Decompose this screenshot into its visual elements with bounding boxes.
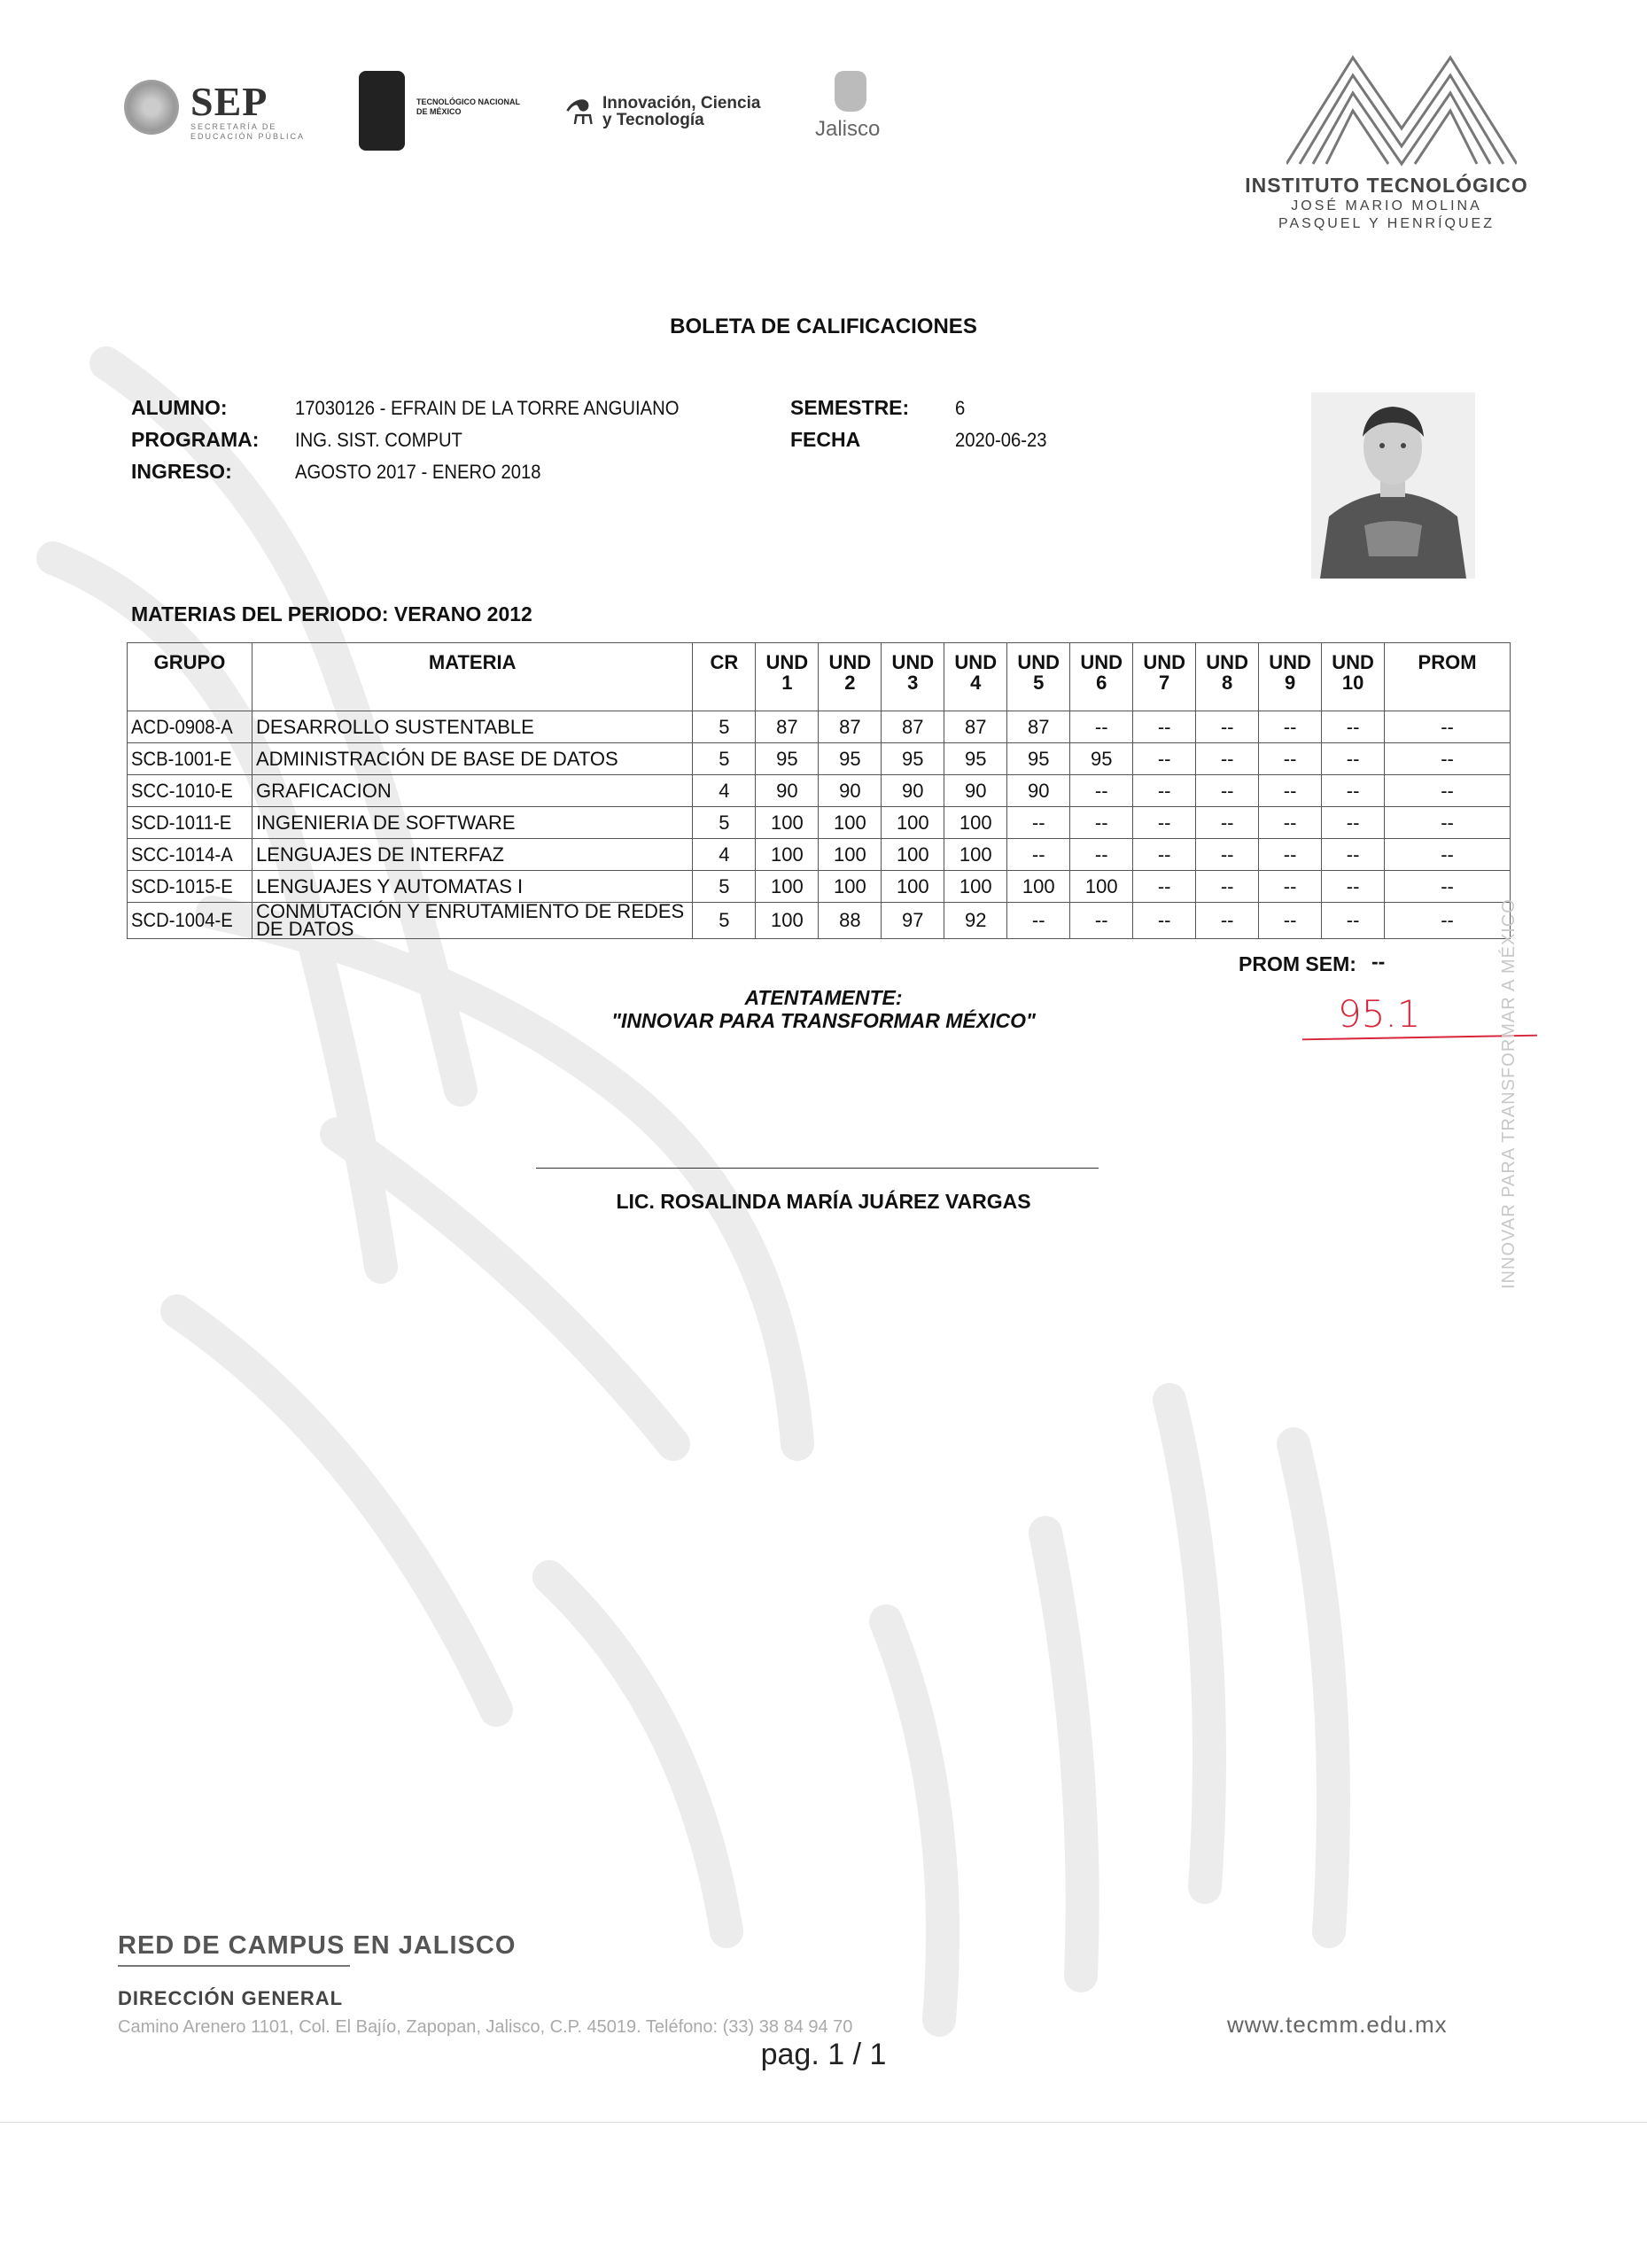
cell-und-1: 100	[756, 807, 819, 839]
closing-line2: "INNOVAR PARA TRANSFORMAR MÉXICO"	[611, 1009, 1036, 1032]
institute-name-line2: JOSÉ MARIO MOLINA	[1291, 198, 1482, 214]
signature-line	[536, 1168, 1099, 1169]
institute-name-line1: INSTITUTO TECNOLÓGICO	[1245, 174, 1528, 197]
document-title: BOLETA DE CALIFICACIONES	[670, 315, 977, 338]
cell-grupo: SCC-1010-E	[128, 775, 252, 807]
cell-und-6: --	[1070, 839, 1133, 871]
footer-red-campus: RED DE CAMPUS EN JALISCO	[118, 1931, 517, 1960]
cell-cr: 5	[693, 807, 756, 839]
footer-divider	[118, 1965, 350, 1967]
programa-value: ING. SIST. COMPUT	[295, 429, 462, 451]
cell-und-7: --	[1133, 903, 1196, 939]
cell-und-10: --	[1322, 839, 1385, 871]
cell-und-3: 90	[882, 775, 944, 807]
cell-grupo: SCD-1004-E	[128, 903, 252, 939]
cell-und-3: 100	[882, 839, 944, 871]
cell-prom: --	[1385, 807, 1511, 839]
icyt-line1: Innovación, Ciencia	[602, 94, 761, 113]
cell-und-7: --	[1133, 807, 1196, 839]
cell-und-6: 100	[1070, 871, 1133, 903]
cell-und-3: 100	[882, 871, 944, 903]
student-photo	[1311, 392, 1475, 579]
header-cr: CR	[693, 643, 756, 711]
cell-cr: 4	[693, 775, 756, 807]
header-und-7: UND 7	[1133, 643, 1196, 711]
closing-line1: ATENTAMENTE:	[744, 986, 903, 1009]
cell-und-4: 92	[944, 903, 1007, 939]
cell-und-9: --	[1259, 871, 1322, 903]
cell-und-5: 100	[1007, 871, 1070, 903]
table-row	[128, 775, 1511, 807]
cell-cr: 5	[693, 743, 756, 775]
icyt-line2: y Tecnología	[602, 111, 704, 129]
cell-und-2: 100	[819, 807, 882, 839]
cell-und-5: --	[1007, 807, 1070, 839]
header-materia: MATERIA	[252, 643, 692, 711]
header-und-5: UND 5	[1007, 643, 1070, 711]
cell-und-6: 95	[1070, 743, 1133, 775]
vertical-slogan: INNOVAR PARA TRANSFORMAR A MÉXICO	[1499, 898, 1519, 1289]
cell-und-8: --	[1196, 903, 1259, 939]
cell-und-7: --	[1133, 871, 1196, 903]
prom-sem-value: --	[1371, 950, 1386, 973]
cell-und-9: --	[1259, 775, 1322, 807]
cell-materia: DESARROLLO SUSTENTABLE	[252, 711, 692, 743]
cell-grupo: SCD-1011-E	[128, 807, 252, 839]
cell-und-4: 100	[944, 871, 1007, 903]
page-edge	[0, 2122, 1647, 2123]
cell-und-2: 100	[819, 839, 882, 871]
jalisco-logo-text: Jalisco	[815, 117, 881, 141]
cell-materia: LENGUAJES Y AUTOMATAS I	[252, 871, 692, 903]
semestre-label: SEMESTRE:	[790, 396, 910, 419]
cell-und-9: --	[1259, 711, 1322, 743]
footer-direccion: DIRECCIÓN GENERAL	[118, 1987, 344, 2009]
cell-und-4: 90	[944, 775, 1007, 807]
header-prom: PROM	[1385, 643, 1511, 711]
header-und-8: UND 8	[1196, 643, 1259, 711]
cell-und-1: 90	[756, 775, 819, 807]
fecha-value: 2020-06-23	[955, 429, 1047, 451]
table-header-row	[128, 643, 1511, 711]
cell-und-7: --	[1133, 711, 1196, 743]
cell-materia: ADMINISTRACIÓN DE BASE DE DATOS	[252, 743, 692, 775]
cell-und-9: --	[1259, 903, 1322, 939]
footer-address: Camino Arenero 1101, Col. El Bajío, Zapopan, Jalisco, C.P. 45019. Teléfono: (33) 38 84 94 70	[118, 2017, 853, 2037]
cell-und-2: 87	[819, 711, 882, 743]
cell-und-5: --	[1007, 839, 1070, 871]
cell-und-10: --	[1322, 807, 1385, 839]
cell-materia: LENGUAJES DE INTERFAZ	[252, 839, 692, 871]
icyt-logo-text	[602, 95, 760, 128]
cell-und-3: 97	[882, 903, 944, 939]
header-und-9: UND 9	[1259, 643, 1322, 711]
cell-und-7: --	[1133, 743, 1196, 775]
programa-label: PROGRAMA:	[131, 428, 260, 451]
table-row	[128, 743, 1511, 775]
cell-und-4: 87	[944, 711, 1007, 743]
cell-und-5: --	[1007, 903, 1070, 939]
cell-und-1: 100	[756, 903, 819, 939]
semestre-value: 6	[955, 397, 966, 419]
cell-und-5: 87	[1007, 711, 1070, 743]
grades-table	[127, 642, 1511, 939]
cell-und-7: --	[1133, 839, 1196, 871]
cell-und-1: 87	[756, 711, 819, 743]
alumno-label: ALUMNO:	[131, 396, 228, 419]
cell-und-3: 87	[882, 711, 944, 743]
jalisco-crest-icon	[835, 71, 866, 112]
prom-sem-label: PROM SEM:	[1239, 952, 1356, 975]
cell-prom: --	[1385, 711, 1511, 743]
cell-und-10: --	[1322, 711, 1385, 743]
cell-materia: INGENIERIA DE SOFTWARE	[252, 807, 692, 839]
cell-und-4: 100	[944, 807, 1007, 839]
cell-prom: --	[1385, 871, 1511, 903]
cell-und-4: 100	[944, 839, 1007, 871]
microscope-icon: ⚗	[564, 95, 595, 132]
cell-cr: 4	[693, 839, 756, 871]
cell-und-4: 95	[944, 743, 1007, 775]
table-row	[128, 807, 1511, 839]
institute-name-line3: PASQUEL Y HENRÍQUEZ	[1278, 216, 1495, 231]
cell-grupo: ACD-0908-A	[128, 711, 252, 743]
tecnm-gear-icon	[359, 71, 405, 151]
cell-grupo: SCD-1015-E	[128, 871, 252, 903]
cell-und-1: 100	[756, 839, 819, 871]
handwritten-average: 95.1	[1338, 992, 1421, 1036]
ingreso-value: AGOSTO 2017 - ENERO 2018	[295, 461, 541, 483]
cell-und-8: --	[1196, 711, 1259, 743]
cell-und-9: --	[1259, 807, 1322, 839]
header-und-3: UND 3	[882, 643, 944, 711]
institute-logo-icon	[1286, 49, 1517, 168]
table-row	[128, 903, 1511, 939]
cell-und-2: 95	[819, 743, 882, 775]
cell-materia: GRAFICACION	[252, 775, 692, 807]
cell-und-6: --	[1070, 807, 1133, 839]
header-grupo: GRUPO	[128, 643, 252, 711]
footer-website[interactable]: www.tecmm.edu.mx	[1227, 2011, 1448, 2038]
alumno-value: 17030126 - EFRAIN DE LA TORRE ANGUIANO	[295, 397, 680, 419]
cell-und-1: 100	[756, 871, 819, 903]
table-row	[128, 839, 1511, 871]
cell-und-6: --	[1070, 903, 1133, 939]
cell-und-10: --	[1322, 903, 1385, 939]
cell-cr: 5	[693, 903, 756, 939]
cell-und-8: --	[1196, 775, 1259, 807]
table-row	[128, 871, 1511, 903]
cell-prom: --	[1385, 775, 1511, 807]
cell-und-2: 100	[819, 871, 882, 903]
cell-prom: --	[1385, 839, 1511, 871]
cell-und-5: 95	[1007, 743, 1070, 775]
cell-und-2: 88	[819, 903, 882, 939]
header-und-2: UND 2	[819, 643, 882, 711]
header-und-4: UND 4	[944, 643, 1007, 711]
sep-logo-subtitle: SECRETARÍA DE EDUCACIÓN PÚBLICA	[190, 122, 306, 141]
cell-und-5: 90	[1007, 775, 1070, 807]
cell-und-8: --	[1196, 871, 1259, 903]
cell-und-2: 90	[819, 775, 882, 807]
cell-und-6: --	[1070, 711, 1133, 743]
signer-name: LIC. ROSALINDA MARÍA JUÁREZ VARGAS	[616, 1190, 1031, 1213]
period-heading: MATERIAS DEL PERIODO: VERANO 2012	[131, 602, 532, 625]
cell-cr: 5	[693, 711, 756, 743]
header-und-1: UND 1	[756, 643, 819, 711]
page-number: pag. 1 / 1	[760, 2038, 887, 2071]
header-und-6: UND 6	[1070, 643, 1133, 711]
cell-und-7: --	[1133, 775, 1196, 807]
cell-prom: --	[1385, 903, 1511, 939]
cell-grupo: SCC-1014-A	[128, 839, 252, 871]
cell-cr: 5	[693, 871, 756, 903]
fecha-label: FECHA	[790, 428, 861, 451]
cell-materia: CONMUTACIÓN Y ENRUTAMIENTO DE REDES DE DATOS	[252, 903, 692, 939]
ingreso-label: INGRESO:	[131, 460, 232, 483]
cell-und-8: --	[1196, 743, 1259, 775]
cell-prom: --	[1385, 743, 1511, 775]
cell-grupo: SCB-1001-E	[128, 743, 252, 775]
closing-text	[0, 986, 1647, 1032]
cell-und-10: --	[1322, 871, 1385, 903]
cell-und-10: --	[1322, 775, 1385, 807]
cell-und-3: 100	[882, 807, 944, 839]
cell-und-8: --	[1196, 807, 1259, 839]
header-und-10: UND 10	[1322, 643, 1385, 711]
sep-seal-icon	[124, 80, 179, 135]
tecnm-logo-text: TECNOLÓGICO NACIONAL DE MÉXICO	[416, 97, 520, 116]
institute-name	[1196, 174, 1577, 233]
table-row	[128, 711, 1511, 743]
cell-und-8: --	[1196, 839, 1259, 871]
cell-und-10: --	[1322, 743, 1385, 775]
cell-und-9: --	[1259, 839, 1322, 871]
cell-und-9: --	[1259, 743, 1322, 775]
cell-und-6: --	[1070, 775, 1133, 807]
grades-body	[128, 711, 1511, 939]
sep-logo-text: SEP	[190, 79, 268, 124]
cell-und-1: 95	[756, 743, 819, 775]
cell-und-3: 95	[882, 743, 944, 775]
